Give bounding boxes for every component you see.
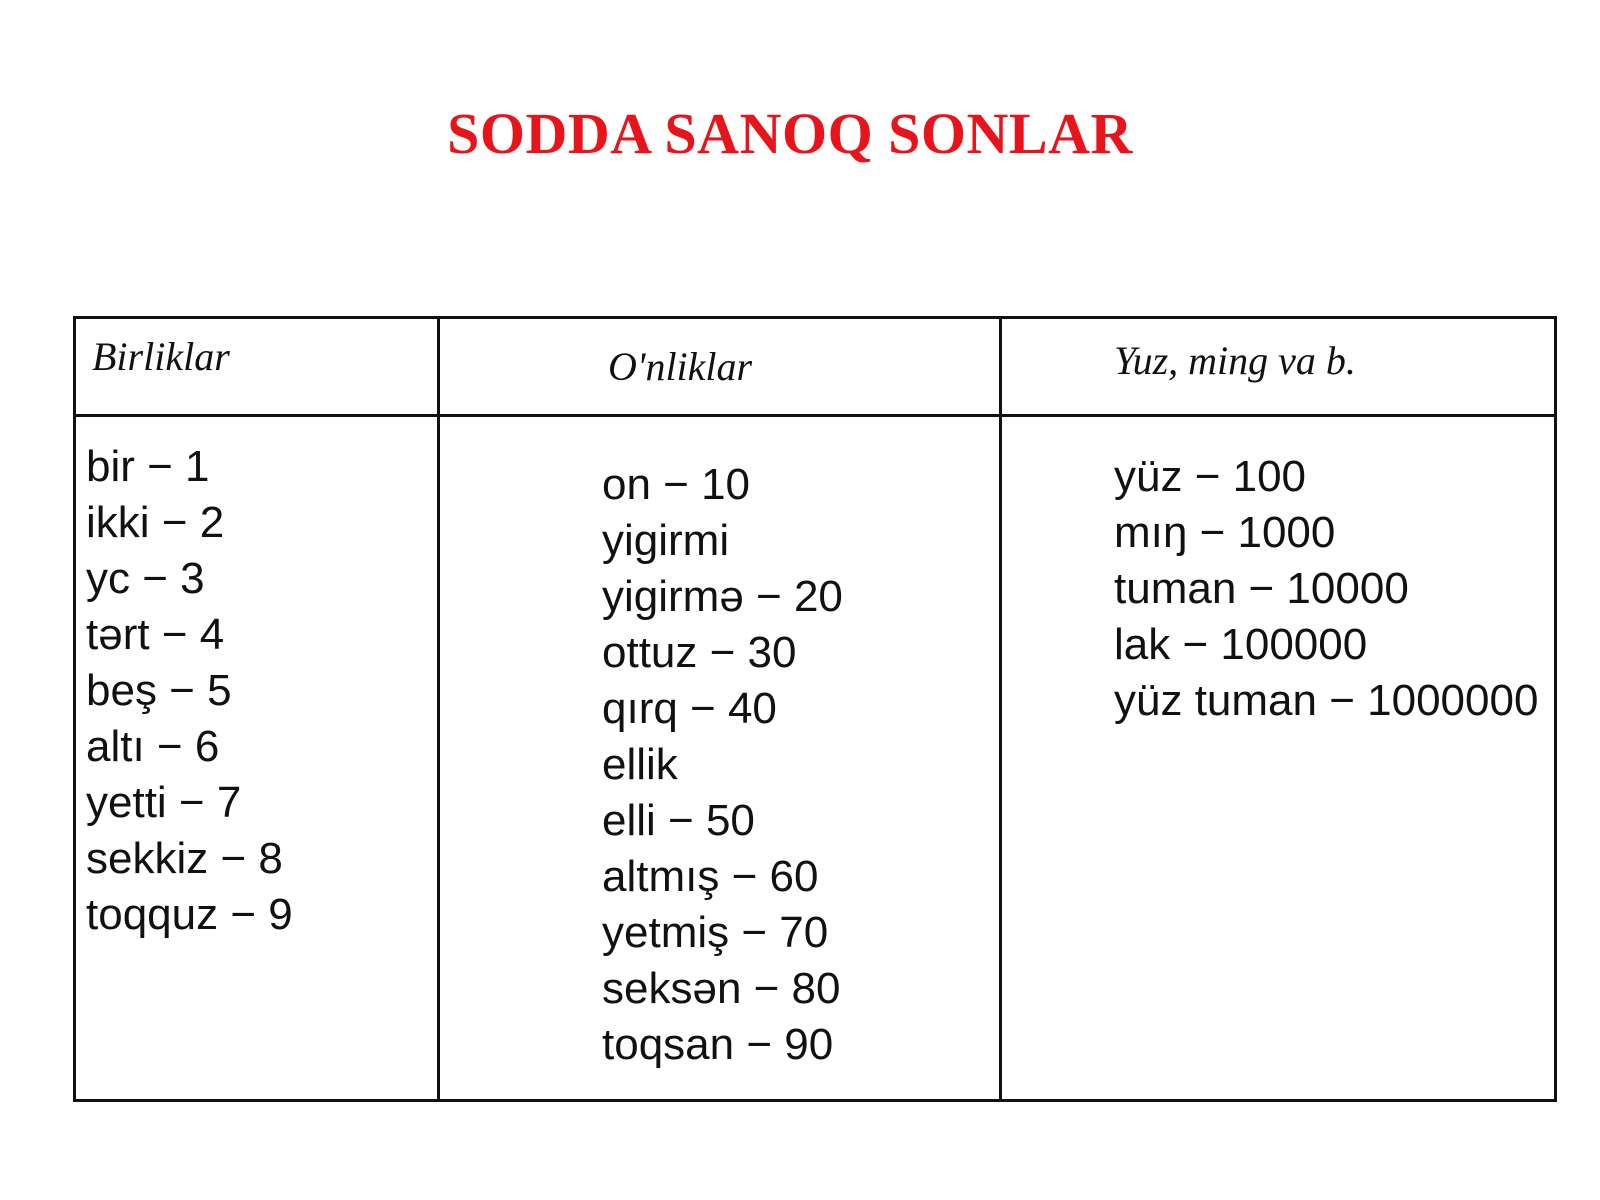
header-birliklar [76,319,440,417]
list-item: lak − 100000 [1114,620,1368,669]
list-item: tərt − 4 [86,610,225,659]
list-item: altı − 6 [86,722,220,771]
header-label: Birliklar [92,334,230,379]
list-item: bir − 1 [86,442,210,491]
list-item: yüz tuman − 1000000 [1114,676,1539,725]
list-item: ellik [602,740,678,789]
header-label: O'nliklar [608,344,753,389]
page-title: SODDA SANOQ SONLAR [447,101,1133,166]
list-item: on − 10 [602,460,751,509]
list-item: ottuz − 30 [602,628,797,677]
list-item: beş − 5 [86,666,232,715]
list-item: ikki − 2 [86,498,225,547]
list-item: elli − 50 [602,796,755,845]
list-item: toqsan − 90 [602,1020,834,1069]
list-item: yc − 3 [86,554,205,603]
column-birliklar [76,417,440,1099]
list-item: toqquz − 9 [86,890,293,939]
list-item: yigirmə − 20 [602,572,843,621]
list-item: sekkiz − 8 [86,834,283,883]
header-onliklar [440,319,1002,417]
birliklar-list [86,439,293,943]
list-item: altmış − 60 [602,852,819,901]
onliklar-list [602,457,843,1073]
numbers-table [73,316,1557,1102]
list-item: seksən − 80 [602,964,841,1013]
list-item: yigirmi [602,516,730,565]
yuz-ming-list [1114,449,1538,729]
column-yuz-ming [1002,417,1554,1099]
header-label: Yuz, ming va b. [1114,338,1356,383]
list-item: yüz − 100 [1114,452,1307,501]
header-yuz-ming [1002,319,1554,417]
list-item: yetti − 7 [86,778,242,827]
list-item: mıŋ − 1000 [1114,508,1336,557]
list-item: qırq − 40 [602,684,777,733]
list-item: tuman − 10000 [1114,564,1409,613]
column-onliklar [440,417,1002,1099]
list-item: yetmiş − 70 [602,908,829,957]
